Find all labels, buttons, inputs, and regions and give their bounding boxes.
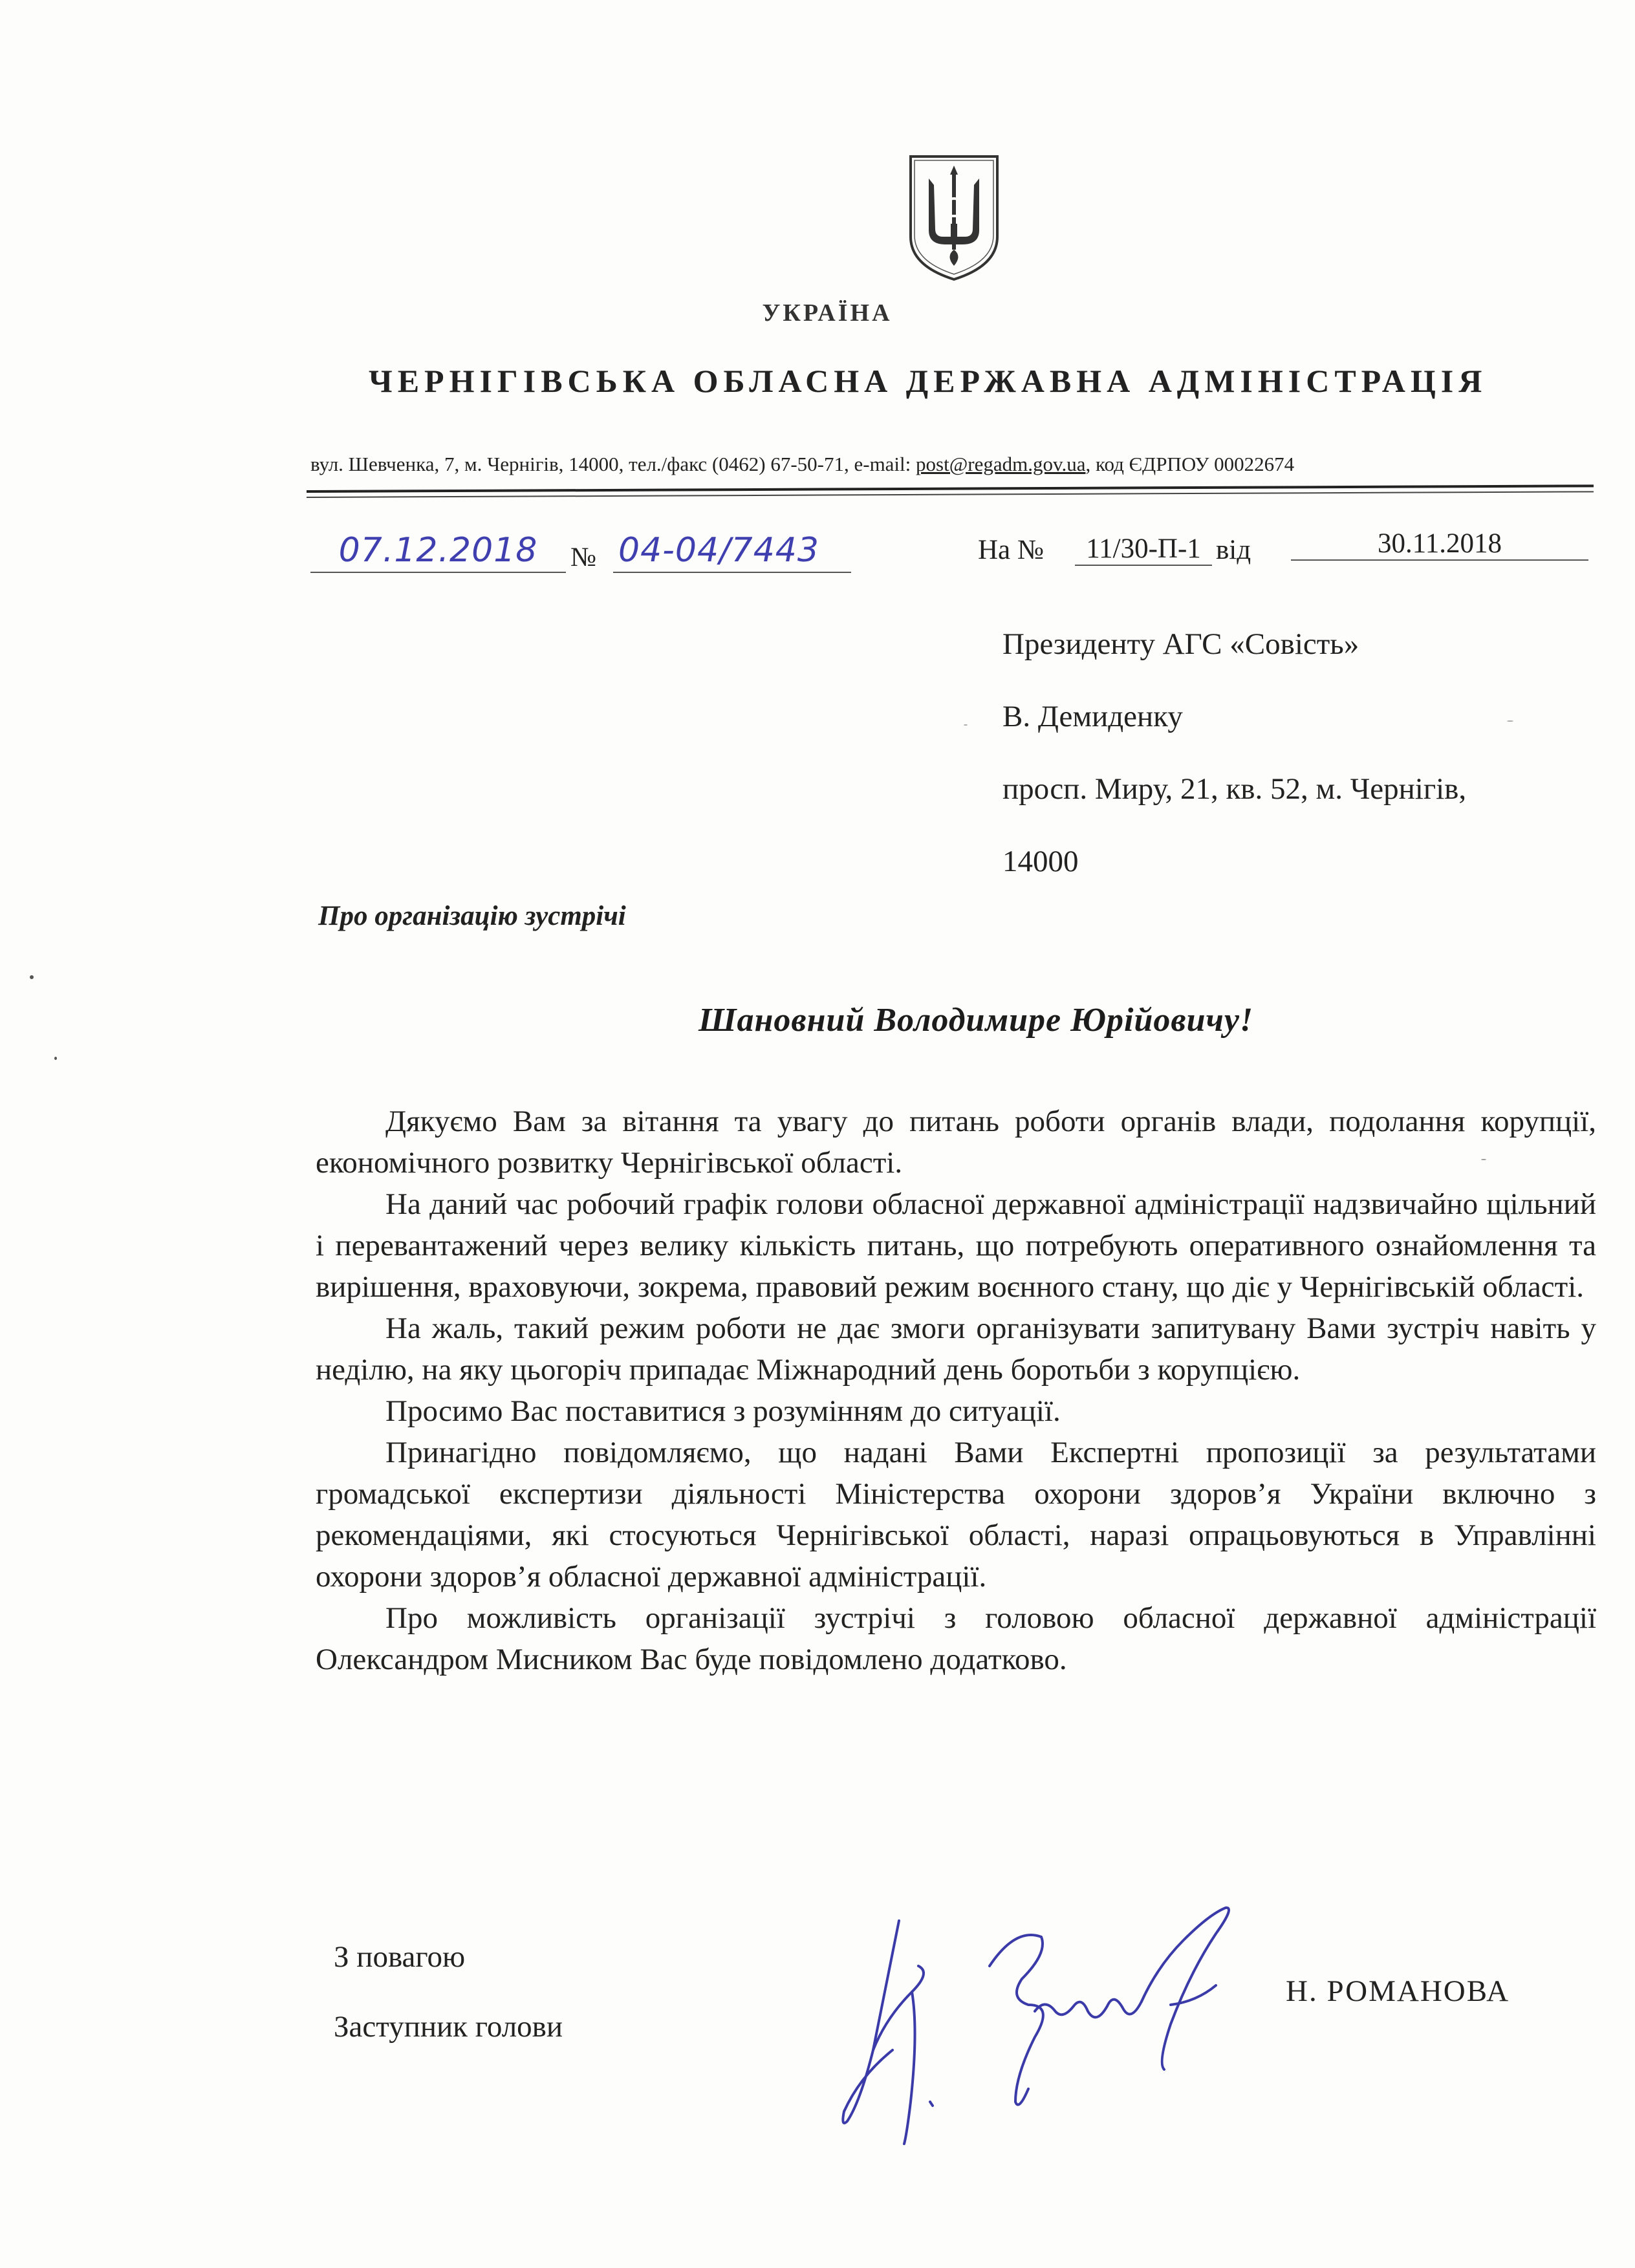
handwritten-signature [821, 1888, 1274, 2160]
recipient-postcode: 14000 [1002, 845, 1079, 878]
email-link[interactable]: post@regadm.gov.ua [916, 453, 1086, 475]
closing-block [334, 1922, 563, 2062]
reference-label: На № [978, 535, 1044, 565]
address-suffix: , код ЄДРПОУ 00022674 [1085, 453, 1295, 475]
salutation: Шановний Володимире Юрійовичу! [698, 1002, 1254, 1039]
organization-name: ЧЕРНІГІВСЬКА ОБЛАСНА ДЕРЖАВНА АДМІНІСТРАЦІЯ [369, 363, 1488, 399]
body-paragraph: Просимо Вас поставитися з розумінням до ситуації. [385, 1394, 1061, 1428]
header-rule-thin [307, 491, 1594, 498]
scan-speck [1481, 1159, 1486, 1160]
recipient-title: Президенту АГС «Совість» [1002, 627, 1359, 661]
country-name: УКРАЇНА [762, 299, 893, 327]
number-sign: № [570, 543, 597, 572]
recipient-block [1002, 608, 1466, 898]
body-paragraph: Про можливість організації зустрічі з головою обласної державної адміністрації Олександром Мисником Вас буде повідомлено додатково. [316, 1601, 1596, 1676]
body-paragraph: На даний час робочий графік голови обласної державної адміністрації надзвичайно щільний і перевантажений через велику кількість питань, що потребують оперативного ознайомлення та вирішення, враховуючи, зокрема, правовий режим воєнного стану, що діє у Чернігівській області. [316, 1187, 1596, 1304]
recipient-name: В. Демиденку [1002, 700, 1183, 733]
letter-body [316, 1101, 1596, 1680]
recipient-address: просп. Миру, 21, кв. 52, м. Чернігів, [1002, 772, 1467, 806]
closing-regards: З повагою [334, 1940, 466, 1974]
signer-position: Заступник голови [334, 2010, 563, 2044]
scan-speck [1507, 720, 1513, 722]
coat-of-arms-icon [905, 153, 1002, 282]
organization-address [310, 453, 1294, 476]
reference-date: 30.11.2018 [1291, 528, 1588, 561]
scan-speck [30, 975, 34, 979]
reference-number: 11/30-П-1 [1075, 533, 1212, 566]
outgoing-number: 04-04/7443 [613, 529, 851, 573]
body-paragraph: На жаль, такий режим роботи не дає змоги організувати запитувану Вами зустріч навіть у неділю, на яку цьогоріч припадає Міжнародний день боротьби з корупцією. [316, 1312, 1596, 1387]
scan-speck [54, 1057, 57, 1060]
scan-speck [964, 724, 968, 726]
signer-name: Н. РОМАНОВА [1286, 1974, 1510, 2008]
body-paragraph: Дякуємо Вам за вітання та увагу до питань роботи органів влади, подолання корупції, економічного розвитку Чернігівської області. [316, 1105, 1596, 1180]
reference-from-label: від [1216, 535, 1251, 565]
address-prefix: вул. Шевченка, 7, м. Чернігів, 14000, тел./факс (0462) 67-50-71, e-mail: [310, 453, 916, 475]
outgoing-date: 07.12.2018 [310, 529, 566, 573]
letter-subject: Про організацію зустрічі [318, 901, 626, 931]
body-paragraph: Принагідно повідомляємо, що надані Вами Експертні пропозиції за результатами громадської експертизи діяльності Міністерства охорони здоров’я України включно з рекомендаціями, які стосуються Чернігівської області, наразі опрацьовуються в Управлінні охорони здоров’я обласної державної адміністрації. [316, 1436, 1596, 1593]
